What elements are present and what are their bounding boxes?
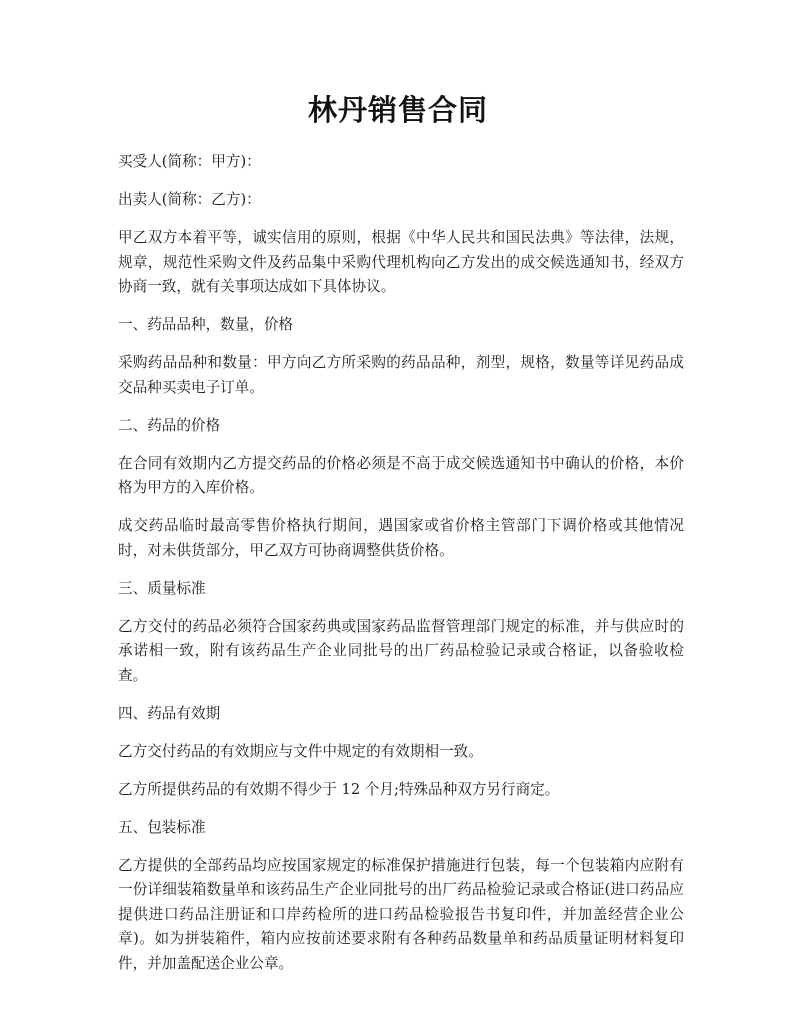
section-1-paragraph: 采购药品品种和数量：甲方向乙方所采购的药品品种，剂型，规格，数量等详见药品成交品种买卖电子订单。	[118, 354, 684, 396]
section-heading-5: 五、包装标准	[118, 818, 206, 836]
section-2-paragraph-1: 在合同有效期内乙方提交药品的价格必须是不高于成交候选通知书中确认的价格，本价格为甲方的入库价格。	[118, 454, 684, 496]
buyer-field: 买受人(简称：甲方)：	[118, 153, 261, 170]
section-heading-4: 四、药品有效期	[118, 704, 221, 722]
section-heading-1: 一、药品品种，数量，价格	[118, 316, 294, 333]
seller-field: 出卖人(简称：乙方)：	[118, 191, 261, 208]
section-5-paragraph: 乙方提供的全部药品均应按国家规定的标准保护措施进行包装，每一个包装箱内应附有一份详细装箱数量单和该药品生产企业同批号的出厂药品检验记录或合格证(进口药品应提供进口药品注册证和口岸药检所的进口药品检验报告书复印件，并加盖经营企业公章)。如为拼装箱件，箱内应按前述要求附有各种药品数量单和药品质量证明材料复印件，并加盖配送企业公章。	[118, 856, 684, 972]
section-4-paragraph-1: 乙方交付药品的有效期应与文件中规定的有效期相一致。	[118, 742, 483, 760]
preamble-paragraph: 甲乙双方本着平等，诚实信用的原则，根据《中华人民共和国民法典》等法律，法规，规章，规范性采购文件及药品集中采购代理机构向乙方发出的成交候选通知书，经双方协商一致，就有关事项达成如下具体协议。	[118, 229, 684, 295]
document-title: 林丹销售合同	[307, 93, 488, 127]
section-3-paragraph: 乙方交付的药品必须符合国家药典或国家药品监督管理部门规定的标准，并与供应时的承诺相一致，附有该药品生产企业同批号的出厂药品检验记录或合格证，以备验收检查。	[118, 617, 684, 684]
document-body	[118, 150, 684, 990]
section-2-paragraph-2: 成交药品临时最高零售价格执行期间，遇国家或省价格主管部门下调价格或其他情况时，对未供货部分，甲乙双方可协商调整供货价格。	[118, 517, 684, 559]
section-heading-3: 三、质量标准	[118, 579, 206, 597]
section-4-paragraph-2: 乙方所提供药品的有效期不得少于 12 个月;特殊品种双方另行商定。	[118, 780, 560, 798]
section-heading-2: 二、药品的价格	[118, 416, 221, 434]
